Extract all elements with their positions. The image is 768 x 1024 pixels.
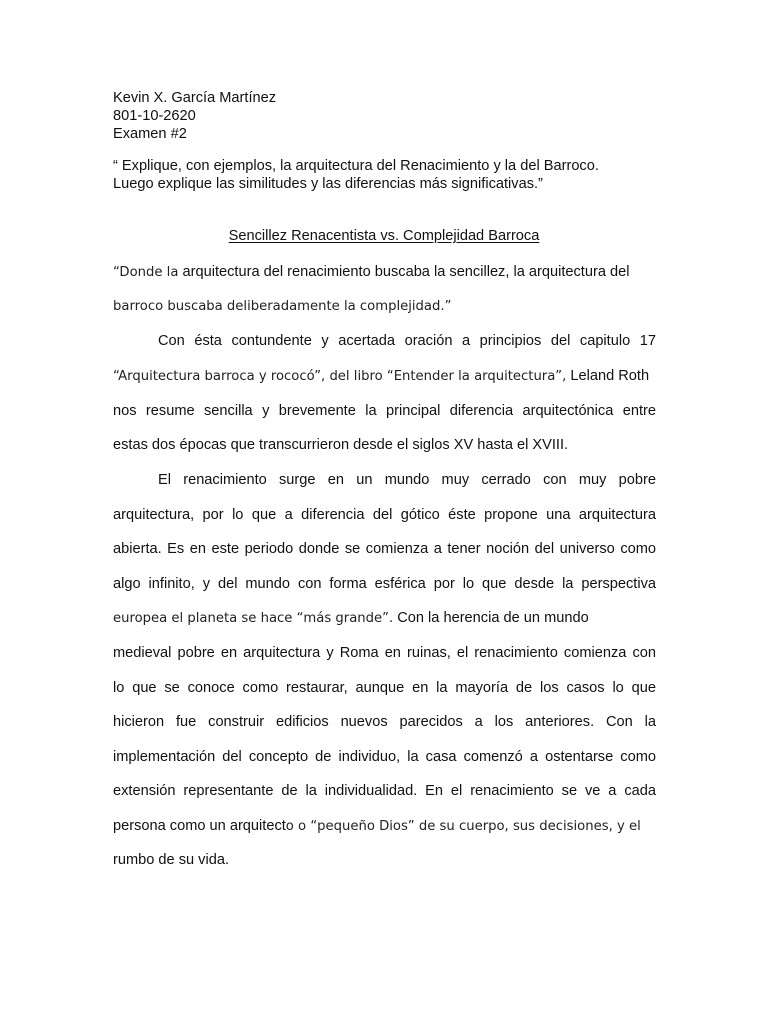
book-reference: “Arquitectura barroca y rococó”, del libro “Entender la arquitectura”, (113, 369, 567, 384)
paragraph-line: estas dos épocas que transcurrieron desde el siglos XV hasta el XVIII. (113, 437, 569, 453)
paragraph-text-part: o o “pequeño Dios” de su cuerpo, sus decisiones, y el (285, 819, 641, 834)
paragraph-line: lo que se conoce como restaurar, aunque en la mayoría de los casos lo que (113, 680, 656, 696)
paragraph-line (113, 817, 656, 836)
paragraph-line: nos resume sencilla y brevemente la principal diferencia arquitectónica entre (113, 403, 656, 419)
quote-text-part: arquitectura del renacimiento buscaba la sencillez, la arquitectura del (178, 264, 630, 280)
paragraph-text-part: persona como un arquitect (113, 818, 286, 834)
student-id: 801-10-2620 (113, 108, 196, 124)
author-name: Leland Roth (566, 368, 650, 384)
question-line: “ Explique, con ejemplos, la arquitectura del Renacimiento y la del Barroco. (113, 158, 599, 174)
quote-line (113, 263, 656, 282)
exam-number: Examen #2 (113, 126, 187, 142)
student-header (113, 89, 276, 143)
paragraph-line: Con ésta contundente y acertada oración a principios del capitulo 17 (158, 333, 656, 349)
paragraph-line: abierta. Es en este periodo donde se comienza a tener noción del universo como (113, 541, 656, 557)
paragraph-text-part: europea el planeta se hace “más grande”. (113, 611, 394, 626)
paragraph-line (113, 367, 656, 386)
essay-title-text: Sencillez Renacentista vs. Complejidad Barroca (228, 228, 540, 244)
quote-line: barroco buscaba deliberadamente la complejidad.” (113, 299, 452, 314)
paragraph-line: hicieron fue construir edificios nuevos parecidos a los anteriores. Con la (113, 714, 656, 730)
student-name: Kevin X. García Martínez (113, 90, 277, 106)
question-line: Luego explique las similitudes y las diferencias más significativas.” (113, 176, 543, 192)
paragraph-line: rumbo de su vida. (113, 852, 230, 868)
exam-question (113, 157, 673, 193)
paragraph-line: arquitectura, por lo que a diferencia del gótico éste propone una arquitectura (113, 507, 656, 523)
paragraph-line: algo infinito, y del mundo con forma esférica por lo que desde la perspectiva (113, 576, 656, 592)
quote-text-part: “Donde la (113, 265, 179, 280)
paragraph-line (113, 609, 656, 628)
paragraph-line: El renacimiento surge en un mundo muy cerrado con muy pobre (158, 472, 656, 488)
paragraph-line: implementación del concepto de individuo, la casa comenzó a ostentarse como (113, 749, 656, 765)
paragraph-line: medieval pobre en arquitectura y Roma en ruinas, el renacimiento comienza con (113, 645, 656, 661)
paragraph-text-part: Con la herencia de un mundo (393, 610, 589, 626)
essay-title (0, 227, 768, 245)
paragraph-line: extensión representante de la individualidad. En el renacimiento se ve a cada (113, 783, 656, 799)
